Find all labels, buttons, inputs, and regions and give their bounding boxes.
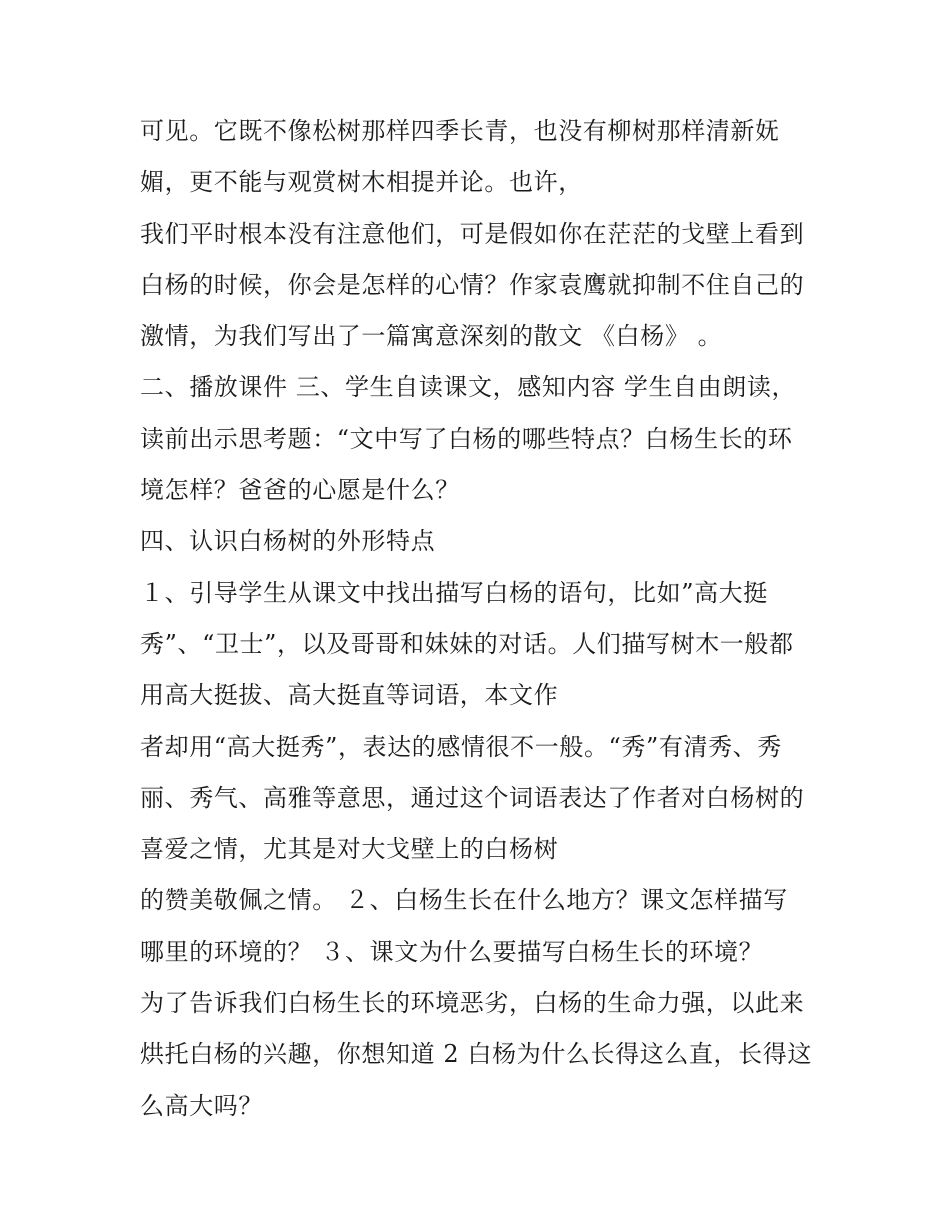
text-line: 为了告诉我们白杨生长的环境恶劣，白杨的生命力强，以此来 — [140, 989, 805, 1018]
text-line: 四、认识白杨树的外形特点 — [140, 527, 436, 556]
text-line: 我们平时根本没有注意他们，可是假如你在茫茫的戈壁上看到 — [140, 219, 805, 248]
text-line: 媚，更不能与观赏树木相提并论。也许， — [140, 168, 583, 197]
text-line: 秀”、“卫士”，以及哥哥和妹妹的对话。人们描写树木一般都 — [140, 629, 794, 658]
text-line: 二、播放课件 三、学生自读课文，感知内容 学生自由朗读， — [140, 373, 797, 402]
text-line: 烘托白杨的兴趣，你想知道 2 白杨为什么长得这么直，长得这 — [140, 1040, 812, 1069]
text-line: １、引导学生从课文中找出描写白杨的语句，比如”高大挺 — [140, 578, 768, 607]
text-line: 哪里的环境的？ ３、课文为什么要描写白杨生长的环境？ — [140, 937, 764, 966]
document-body — [140, 106, 820, 1132]
text-line: 激情，为我们写出了一篇寓意深刻的散文 《白杨》 。 — [140, 322, 723, 351]
text-line: 白杨的时候，你会是怎样的心情？作家袁鹰就抑制不住自己的 — [140, 270, 805, 299]
text-line: 者却用“高大挺秀”，表达的感情很不一般。“秀”有清秀、秀 — [140, 732, 782, 761]
text-line: 用高大挺拔、高大挺直等词语，本文作 — [140, 681, 559, 710]
text-line: 喜爱之情，尤其是对大戈壁上的白杨树 — [140, 835, 559, 864]
text-line: 境怎样？爸爸的心愿是什么？ — [140, 476, 460, 505]
text-line: 读前出示思考题：“文中写了白杨的哪些特点？白杨生长的环 — [140, 424, 793, 453]
text-line: 的赞美敬佩之情。 ２、白杨生长在什么地方？课文怎样描写 — [140, 886, 788, 915]
text-line: 可见。它既不像松树那样四季长青，也没有柳树那样清新妩 — [140, 117, 780, 145]
text-line: 么高大吗？ — [140, 1091, 263, 1120]
text-line: 丽、秀气、高雅等意思，通过这个词语表达了作者对白杨树的 — [140, 783, 805, 812]
